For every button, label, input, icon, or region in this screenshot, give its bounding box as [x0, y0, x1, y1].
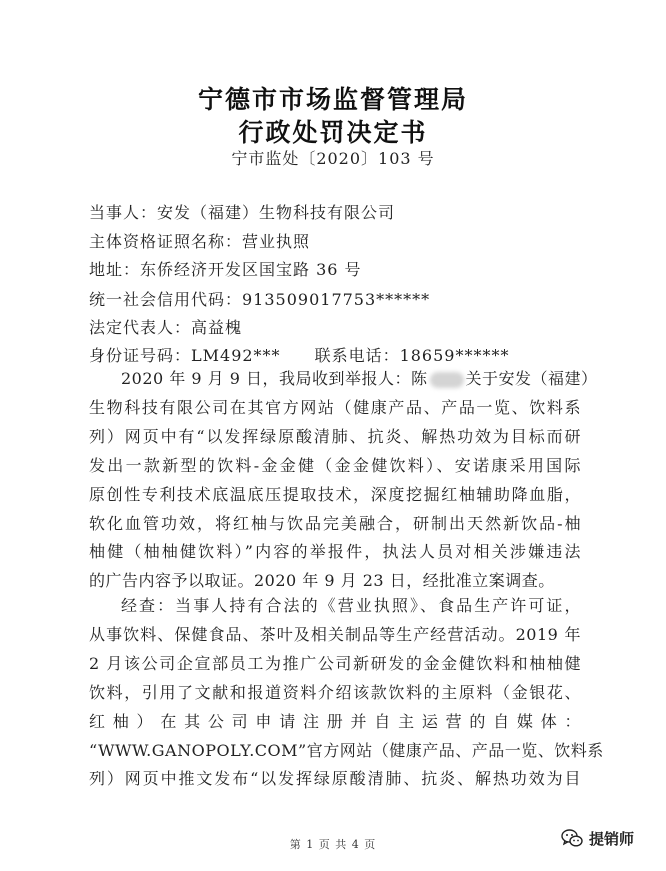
- paragraph-line: 红柚）在其公司申请注册并自主运营的自媒体：: [89, 711, 581, 731]
- report-paragraph: [89, 365, 598, 596]
- id-and-phone-row: [89, 343, 509, 366]
- party-address: 地址：东侨经济开发区国宝路 36 号: [89, 260, 362, 279]
- license-type: 主体资格证照名称：营业执照: [89, 232, 311, 251]
- investigation-paragraph: [89, 592, 604, 794]
- id-number: 身份证号码：LM492***: [89, 346, 281, 365]
- wechat-icon: [560, 826, 584, 850]
- paragraph-line: 柚健（柚柚健饮料）”内容的举报件，执法人员对相关涉嫌违法: [89, 542, 581, 562]
- credit-code: 统一社会信用代码：913509017753******: [89, 290, 431, 309]
- paragraph-line: 2 月该公司企宣部员工为推广公司新研发的金金健饮料和柚柚健: [89, 653, 581, 673]
- paragraph-line: 发出一款新型的饮料-金金健（金金健饮料）、安诺康采用国际: [89, 455, 581, 475]
- document-title: 行政处罚决定书: [238, 118, 428, 147]
- paragraph-line: 生物科技有限公司在其官方网站（健康产品、产品一览、饮料系: [89, 397, 581, 417]
- page-number: 第 1 页 共 4 页: [289, 838, 377, 851]
- document-number: 宁市监处〔2020〕103 号: [231, 149, 435, 168]
- paragraph-line: 2020 年 9 月 9 日，我局收到举报人：陈 关于安发（福建）: [121, 369, 598, 388]
- phone-number: 联系电话：18659******: [314, 346, 510, 365]
- watermark: [560, 826, 634, 850]
- paragraph-line: 列）网页中有“以发挥绿原酸清肺、抗炎、解热功效为目标而研: [89, 426, 581, 446]
- paragraph-line: 软化血管功效，将红柚与饮品完美融合，研制出天然新饮品-柚: [89, 513, 581, 533]
- paragraph-line: 经查：当事人持有合法的《营业执照》、食品生产许可证，: [121, 596, 581, 615]
- paragraph-line: 饮料，引用了文献和报道资料介绍该款饮料的主原料（金银花、: [89, 682, 581, 702]
- paragraph-line: “WWW.GANOPOLY.COM”官方网站（健康产品、产品一览、饮料系: [89, 740, 604, 760]
- paragraph-line: 从事饮料、保健食品、茶叶及相关制品等生产经营活动。2019 年: [89, 624, 581, 644]
- paragraph-line: 列）网页中推文发布“以发挥绿原酸清肺、抗炎、解热功效为目: [89, 769, 581, 789]
- paragraph-line: 的广告内容予以取证。2020 年 9 月 23 日，经批准立案调查。: [89, 571, 555, 591]
- party-name: 当事人：安发（福建）生物科技有限公司: [89, 203, 396, 222]
- paragraph-line: 原创性专利技术底温底压提取技术，深度挖掘红柚辅助降血脂，: [89, 484, 581, 504]
- redacted-name: [430, 372, 464, 388]
- legal-representative: 法定代表人：高益槐: [89, 318, 243, 337]
- watermark-text: 提销师: [589, 829, 635, 848]
- agency-title: 宁德市市场监督管理局: [197, 85, 468, 114]
